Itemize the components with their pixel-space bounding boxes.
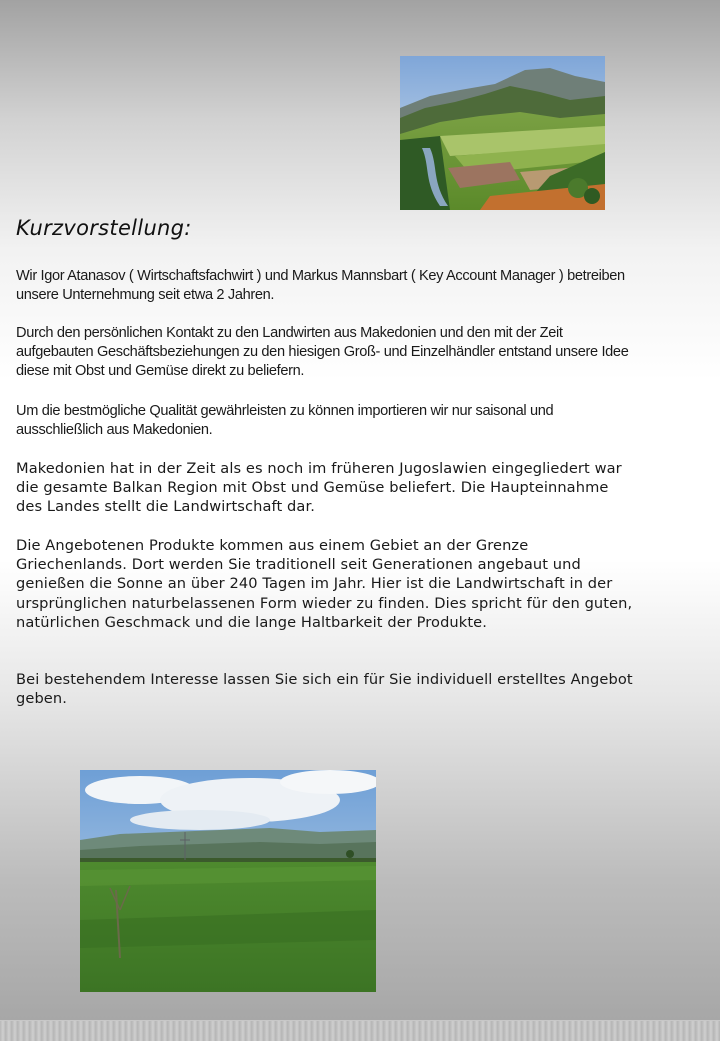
intro-paragraph: Wir Igor Atanasov ( Wirtschaftsfachwirt ) und Markus Mannsbart ( Key Account Manager ) betreiben unsere Unternehmung seit etwa 2 Jahren.: [16, 268, 625, 303]
bottom-border-strip: [0, 1020, 720, 1041]
products-paragraph: Die Angebotenen Produkte kommen aus einem Gebiet an der Grenze Griechenlands. Dort werden Sie traditionell seit Generationen angebaut und genießen die Sonne an über 240 Tagen im Jahr. Hier ist die Landwirtschaft in der ursprünglichen naturbelassenen Form wieder zu finden. Dies spricht für den guten, natürlichen Geschmack und die lange Haltbarkeit der Produkte.: [16, 537, 633, 631]
valley-landscape-photo: [400, 56, 605, 210]
quality-paragraph: Um die bestmögliche Qualität gewährleisten zu können importieren wir nur saisonal und ausschließlich aus Makedonien.: [16, 403, 554, 438]
macedonia-paragraph: Makedonien hat in der Zeit als es noch im früheren Jugoslawien eingegliedert war die gesamte Balkan Region mit Obst und Gemüse beliefert. Die Haupteinnahme des Landes stellt die Landwirtschaft dar.: [16, 460, 622, 516]
idea-paragraph: Durch den persönlichen Kontakt zu den Landwirten aus Makedonien und den mit der Zeit aufgebauten Geschäftsbeziehungen zu den hiesigen Groß- und Einzelhändler entstand unsere Idee diese mit Obst und Gemüse direkt zu beliefern.: [16, 325, 629, 379]
offer-paragraph: Bei bestehendem Interesse lassen Sie sich ein für Sie individuell erstelltes Angebot geben.: [16, 671, 633, 708]
page-title: Kurzvorstellung:: [16, 216, 192, 240]
green-field-photo: [80, 770, 376, 992]
